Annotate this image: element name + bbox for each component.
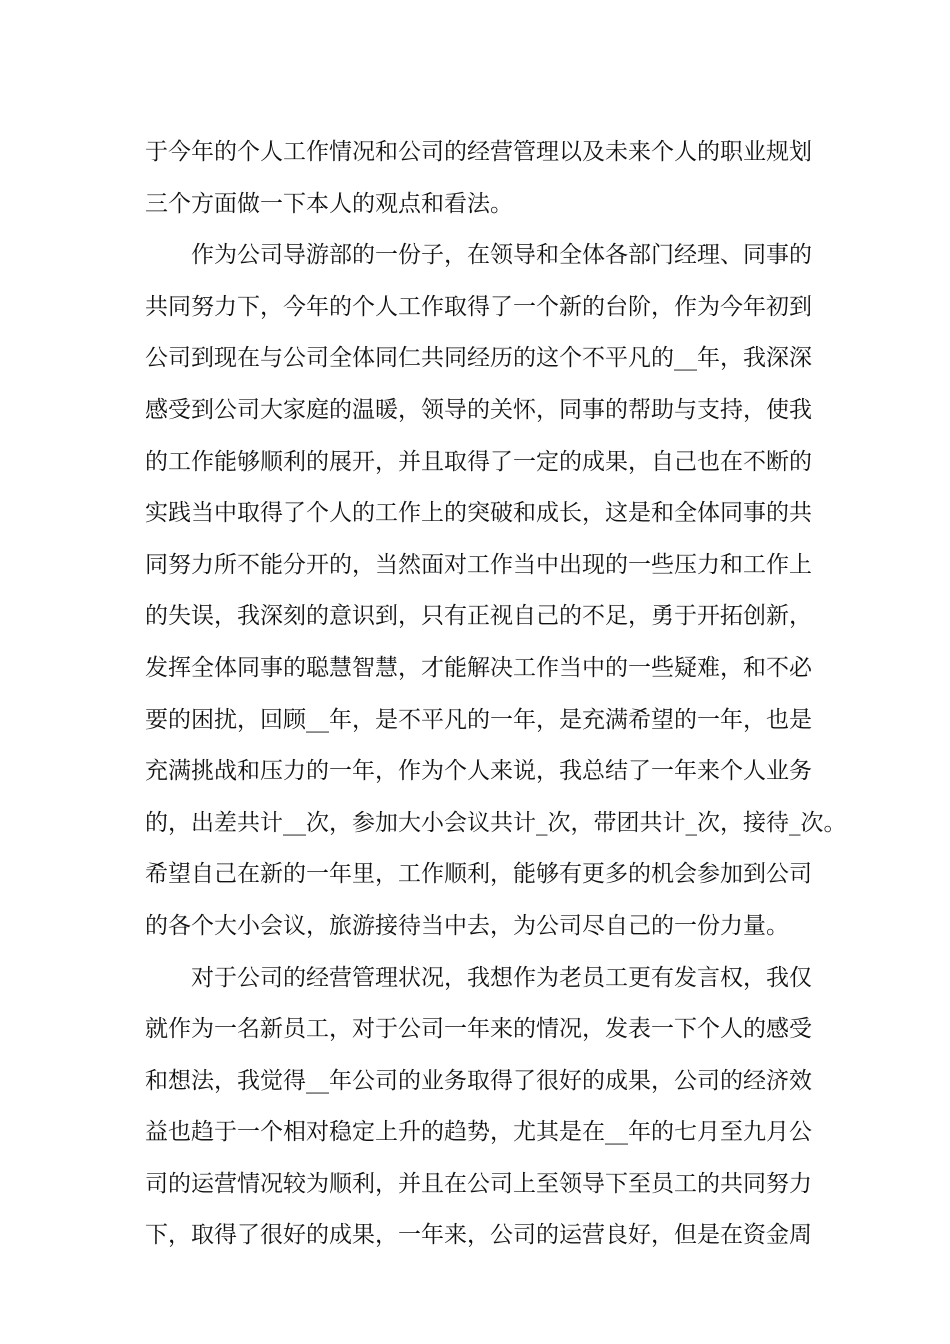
paragraph-start-line: 对于公司的经营管理状况，我想作为老员工更有发言权，我仅 — [191, 964, 812, 991]
text-line: 要的困扰，回顾__年，是不平凡的一年，是充满希望的一年，也是 — [145, 706, 812, 733]
text-line: 司的运营情况较为顺利，并且在公司上至领导下至员工的共同努力 — [145, 1170, 812, 1197]
text-line: 的工作能够顺利的展开，并且取得了一定的成果，自己也在不断的 — [145, 448, 812, 475]
text-line: 三个方面做一下本人的观点和看法。 — [145, 190, 513, 217]
text-line: 公司到现在与公司全体同仁共同经历的这个不平凡的__年，我深深 — [145, 345, 812, 372]
paragraph-start-line: 作为公司导游部的一份子，在领导和全体各部门经理、同事的 — [191, 242, 812, 269]
text-line: 的各个大小会议，旅游接待当中去，为公司尽自己的一份力量。 — [145, 912, 789, 939]
text-line: 益也趋于一个相对稳定上升的趋势，尤其是在__年的七月至九月公 — [145, 1119, 812, 1146]
text-line: 实践当中取得了个人的工作上的突破和成长，这是和全体同事的共 — [145, 500, 812, 527]
text-line: 共同努力下，今年的个人工作取得了一个新的台阶，作为今年初到 — [145, 293, 812, 320]
text-line: 发挥全体同事的聪慧智慧，才能解决工作当中的一些疑难，和不必 — [145, 654, 812, 681]
text-line: 希望自己在新的一年里，工作顺利，能够有更多的机会参加到公司 — [145, 861, 812, 888]
text-line: 和想法，我觉得__年公司的业务取得了很好的成果，公司的经济效 — [145, 1067, 812, 1094]
text-line: 于今年的个人工作情况和公司的经营管理以及未来个人的职业规划 — [145, 139, 812, 165]
text-line: 下，取得了很好的成果，一年来，公司的运营良好，但是在资金周 — [145, 1222, 812, 1249]
text-line: 的失误，我深刻的意识到，只有正视自己的不足，勇于开拓创新， — [145, 603, 812, 630]
text-line: 充满挑战和压力的一年，作为个人来说，我总结了一年来个人业务 — [145, 758, 812, 785]
text-line: 同努力所不能分开的，当然面对工作当中出现的一些压力和工作上 — [145, 551, 812, 578]
text-line: 就作为一名新员工，对于公司一年来的情况，发表一下个人的感受 — [145, 1016, 812, 1043]
text-line: 的，出差共计__次，参加大小会议共计_次，带团共计_次，接待_次。 — [145, 809, 847, 836]
text-line: 感受到公司大家庭的温暖，领导的关怀，同事的帮助与支持，使我 — [145, 396, 812, 423]
document-body — [145, 130, 847, 1265]
